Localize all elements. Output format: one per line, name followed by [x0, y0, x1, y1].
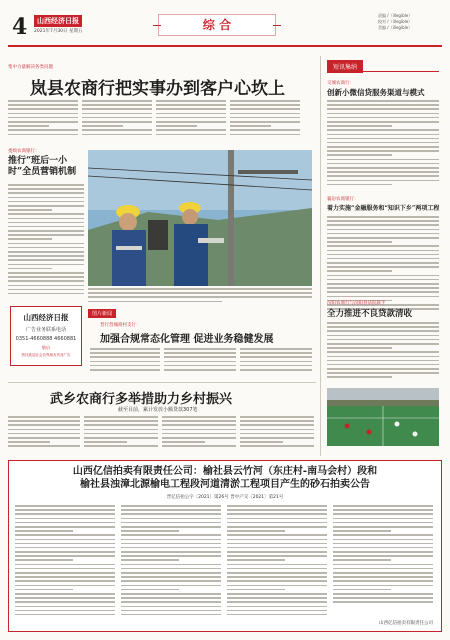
brief-1-headline: 创新小微信贷服务渠道与模式	[327, 88, 425, 97]
brief-3-kicker: 汾阳农商行与汾阳县法院联手	[327, 301, 386, 306]
divider	[8, 382, 316, 383]
left-kicker: 娄烦农商银行：	[8, 149, 40, 154]
brief-3-text	[327, 322, 439, 384]
wuxiang-col-1	[8, 416, 80, 454]
brief-tab: 短讯集纳	[327, 60, 363, 73]
auction-col-1	[15, 505, 115, 625]
ad-line3: 热忱欢迎社会各界朋友刊登广告	[21, 353, 71, 357]
auction-col-4	[333, 505, 433, 613]
wuxiang-subhead: 截至目前，累计发放小额贷款307笔	[118, 407, 198, 413]
photo-caption	[88, 288, 312, 306]
brief-3-headline: 全力推进不良贷款清收	[327, 309, 413, 319]
right-column	[320, 56, 444, 456]
mid-kicker: 晋行营城商村支行：	[100, 323, 141, 328]
left-headline: 推行“班后一小时”全员营销机制	[8, 156, 77, 177]
brief-1-kicker: 交城农商行：	[327, 81, 354, 86]
brief-2-headline: 着力实施“金融服务和“知识下乡”两项工程	[327, 205, 440, 212]
editor-info: 责编 /（illegible） 校对 /（illegible） 美编 /（illegible）	[378, 13, 413, 30]
page-header	[8, 10, 442, 50]
ad-box	[10, 306, 82, 366]
header-rule	[8, 45, 442, 47]
left-story-text	[8, 184, 84, 302]
auction-headline-1: 山西亿信拍卖有限责任公司：榆社县云竹河（东庄村-南马会村）段和	[72, 466, 378, 477]
brief-1-text	[327, 100, 439, 192]
wuxiang-headline: 武乡农商行多举措助力乡村振兴	[50, 392, 233, 407]
section-banner	[158, 14, 276, 36]
ad-line1: 广告业务联系电话	[25, 327, 66, 333]
news-photo-sports-field	[327, 388, 439, 446]
section-title: 综 合	[202, 18, 232, 32]
auction-footer: 山西亿信拍卖有限责任公司	[379, 621, 433, 626]
auction-headline-2: 榆社县浊漳北源榆电工程段河道清淤工程项目产生的砂石拍卖公告	[80, 479, 370, 490]
page-number: 4	[12, 14, 28, 40]
auction-col-3	[227, 505, 327, 625]
paper-name-tag: 山西经济日报	[34, 15, 82, 27]
wuxiang-col-4	[240, 416, 314, 454]
main-text-col-3	[156, 100, 226, 142]
main-headline: 岚县农商行把实事办到客户心坎上	[30, 79, 285, 99]
main-text-col-2	[82, 100, 152, 142]
mid-text-col-3	[240, 348, 312, 376]
auction-col-2	[121, 505, 221, 625]
main-text-col-4	[230, 100, 300, 142]
news-photo-linemen	[88, 150, 312, 286]
main-text-col-1	[8, 100, 78, 142]
date-line: 2021年7月30日 星期五	[34, 29, 83, 34]
ad-title: 山西经济日报	[23, 313, 69, 322]
ad-phone: 0351-4660888 4660881	[15, 336, 77, 342]
brief-2-kicker: 襄汾农商银行：	[327, 197, 359, 202]
wuxiang-col-2	[84, 416, 158, 454]
mid-text-col-1	[90, 348, 160, 376]
wuxiang-col-3	[162, 416, 236, 454]
auction-subline: 晋亿信拍公字〔2021〕第26号 晋中产交〔2021〕第21号	[166, 495, 284, 500]
main-kicker: 集中力量解决各类问题	[8, 65, 53, 70]
ad-line2: 敬启	[42, 345, 50, 350]
auction-notice	[8, 460, 442, 632]
mid-text-col-2	[164, 348, 236, 376]
mid-headline: 加强合规常态化管理 促进业务稳健发展	[100, 334, 274, 345]
photo-news-tag: 图片新闻	[88, 309, 116, 318]
